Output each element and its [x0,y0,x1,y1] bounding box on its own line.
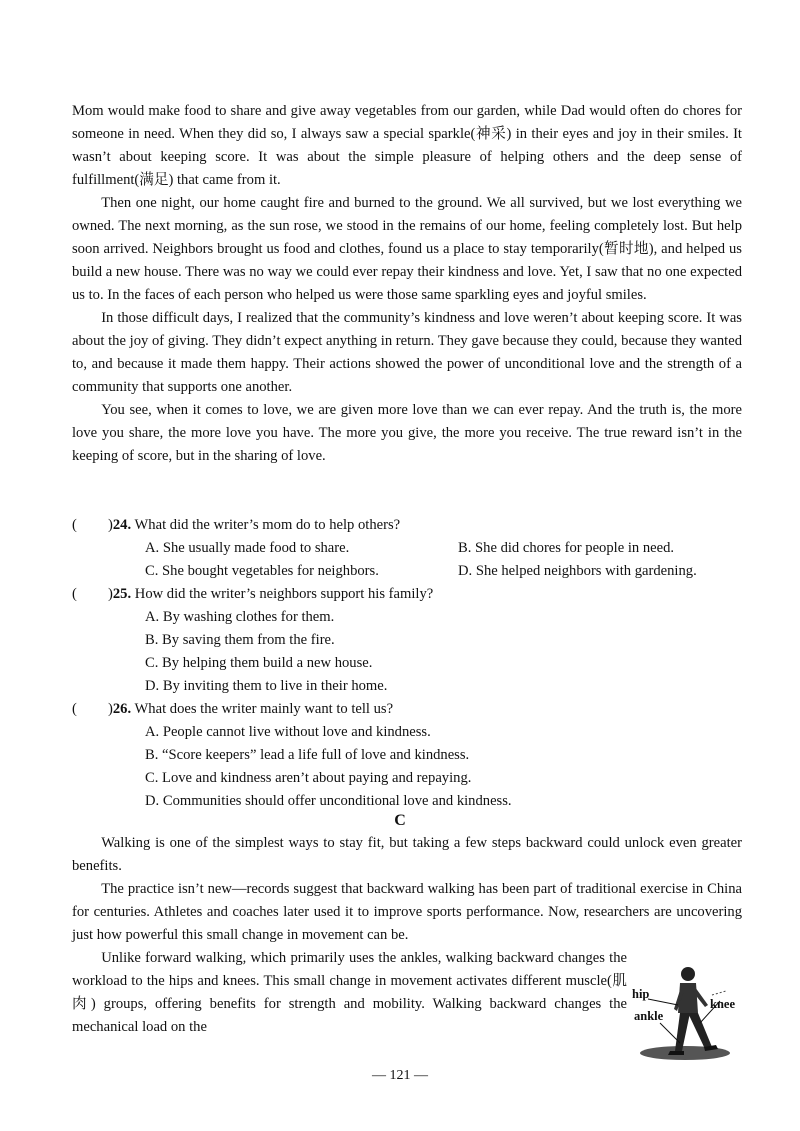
question-stem: How did the writer’s neighbors support his family? [134,586,434,602]
question-number: 26. [112,701,132,717]
option: C. By helping them build a new house. [145,655,373,671]
option: D. Communities should offer unconditional love and kindness. [145,793,512,809]
answer-blank[interactable]: ( [72,586,77,602]
answer-blank[interactable]: ( [72,517,77,533]
label-hip: hip [632,987,650,1001]
option: A. By washing clothes for them. [145,609,335,625]
answer-blank-close: ) [108,586,113,602]
label-ankle: ankle [634,1009,664,1023]
passage-b [72,100,742,468]
option: C. She bought vegetables for neighbors. [145,563,379,579]
label-knee: knee [710,997,735,1011]
walking-figure [630,965,745,1065]
option: D. By inviting them to live in their home. [145,678,388,694]
paragraph: In those difficult days, I realized that the community’s kindness and love weren’t about keeping score. It was about the joy of giving. They didn’t expect anything in return. They gave because they could, because they wanted to, and because it made them happy. Their actions showed the power of unconditional love and the strength of a community that supports one another. [72,310,742,395]
paragraph: Unlike forward walking, which primarily uses the ankles, walking backward changes the workload to the hips and knees. This small change in movement activates different muscle(肌肉) groups, offering benefits for strength and mobility. Walking backward changes the mechanical load on the [72,950,627,1035]
option: D. She helped neighbors with gardening. [458,563,697,579]
paragraph: Walking is one of the simplest ways to stay fit, but taking a few steps backward could unlock even greater benefits. [72,835,742,874]
option: B. “Score keepers” lead a life full of love and kindness. [145,747,470,763]
option: B. She did chores for people in need. [458,540,675,556]
question-number: 25. [112,586,132,602]
question-number: 24. [112,517,132,533]
section-title: C [394,812,406,829]
option: A. People cannot live without love and kindness. [145,724,431,740]
answer-blank[interactable]: ( [72,701,77,717]
paragraph: The practice isn’t new—records suggest that backward walking has been part of traditional exercise in China for centuries. Athletes and coaches later used it to improve sports performance. Now, researchers are uncovering just how powerful this small change in movement can be. [72,881,742,943]
answer-blank-close: ) [108,517,113,533]
question-stem: What did the writer’s mom do to help others? [134,517,401,533]
paragraph: Then one night, our home caught fire and burned to the ground. We all survived, but we lost everything we owned. The next morning, as the sun rose, we stood in the remains of our home, feeling completely lost. But help soon arrived. Neighbors brought us food and clothes, found us a place to stay temporarily(暂时地), and helped us build a new house. There was no way we could ever repay their kindness and love. Yet, I saw that no one expected us to. In the faces of each person who helped us were those same sparkling eyes and joyful smiles. [72,195,742,303]
paragraph: You see, when it comes to love, we are given more love than we can ever repay. And the truth is, the more love you share, the more love you have. The more you give, the more you receive. The true reward isn’t in the keeping of score, but in the sharing of love. [72,402,742,464]
option: A. She usually made food to share. [145,540,350,556]
page-number: — 121 — [372,1068,428,1083]
question-stem: What does the writer mainly want to tell us? [134,701,394,717]
option: C. Love and kindness aren’t about paying and repaying. [145,770,472,786]
paragraph: Mom would make food to share and give away vegetables from our garden, while Dad would often do chores for someone in need. When they did so, I always saw a special sparkle(神采) in their eyes and joy in their smiles. It wasn’t about keeping score. It was about the simple pleasure of helping others and the deep sense of fulfillment(满足) that came from it. [72,103,742,188]
option: B. By saving them from the fire. [145,632,335,648]
answer-blank-close: ) [108,701,113,717]
